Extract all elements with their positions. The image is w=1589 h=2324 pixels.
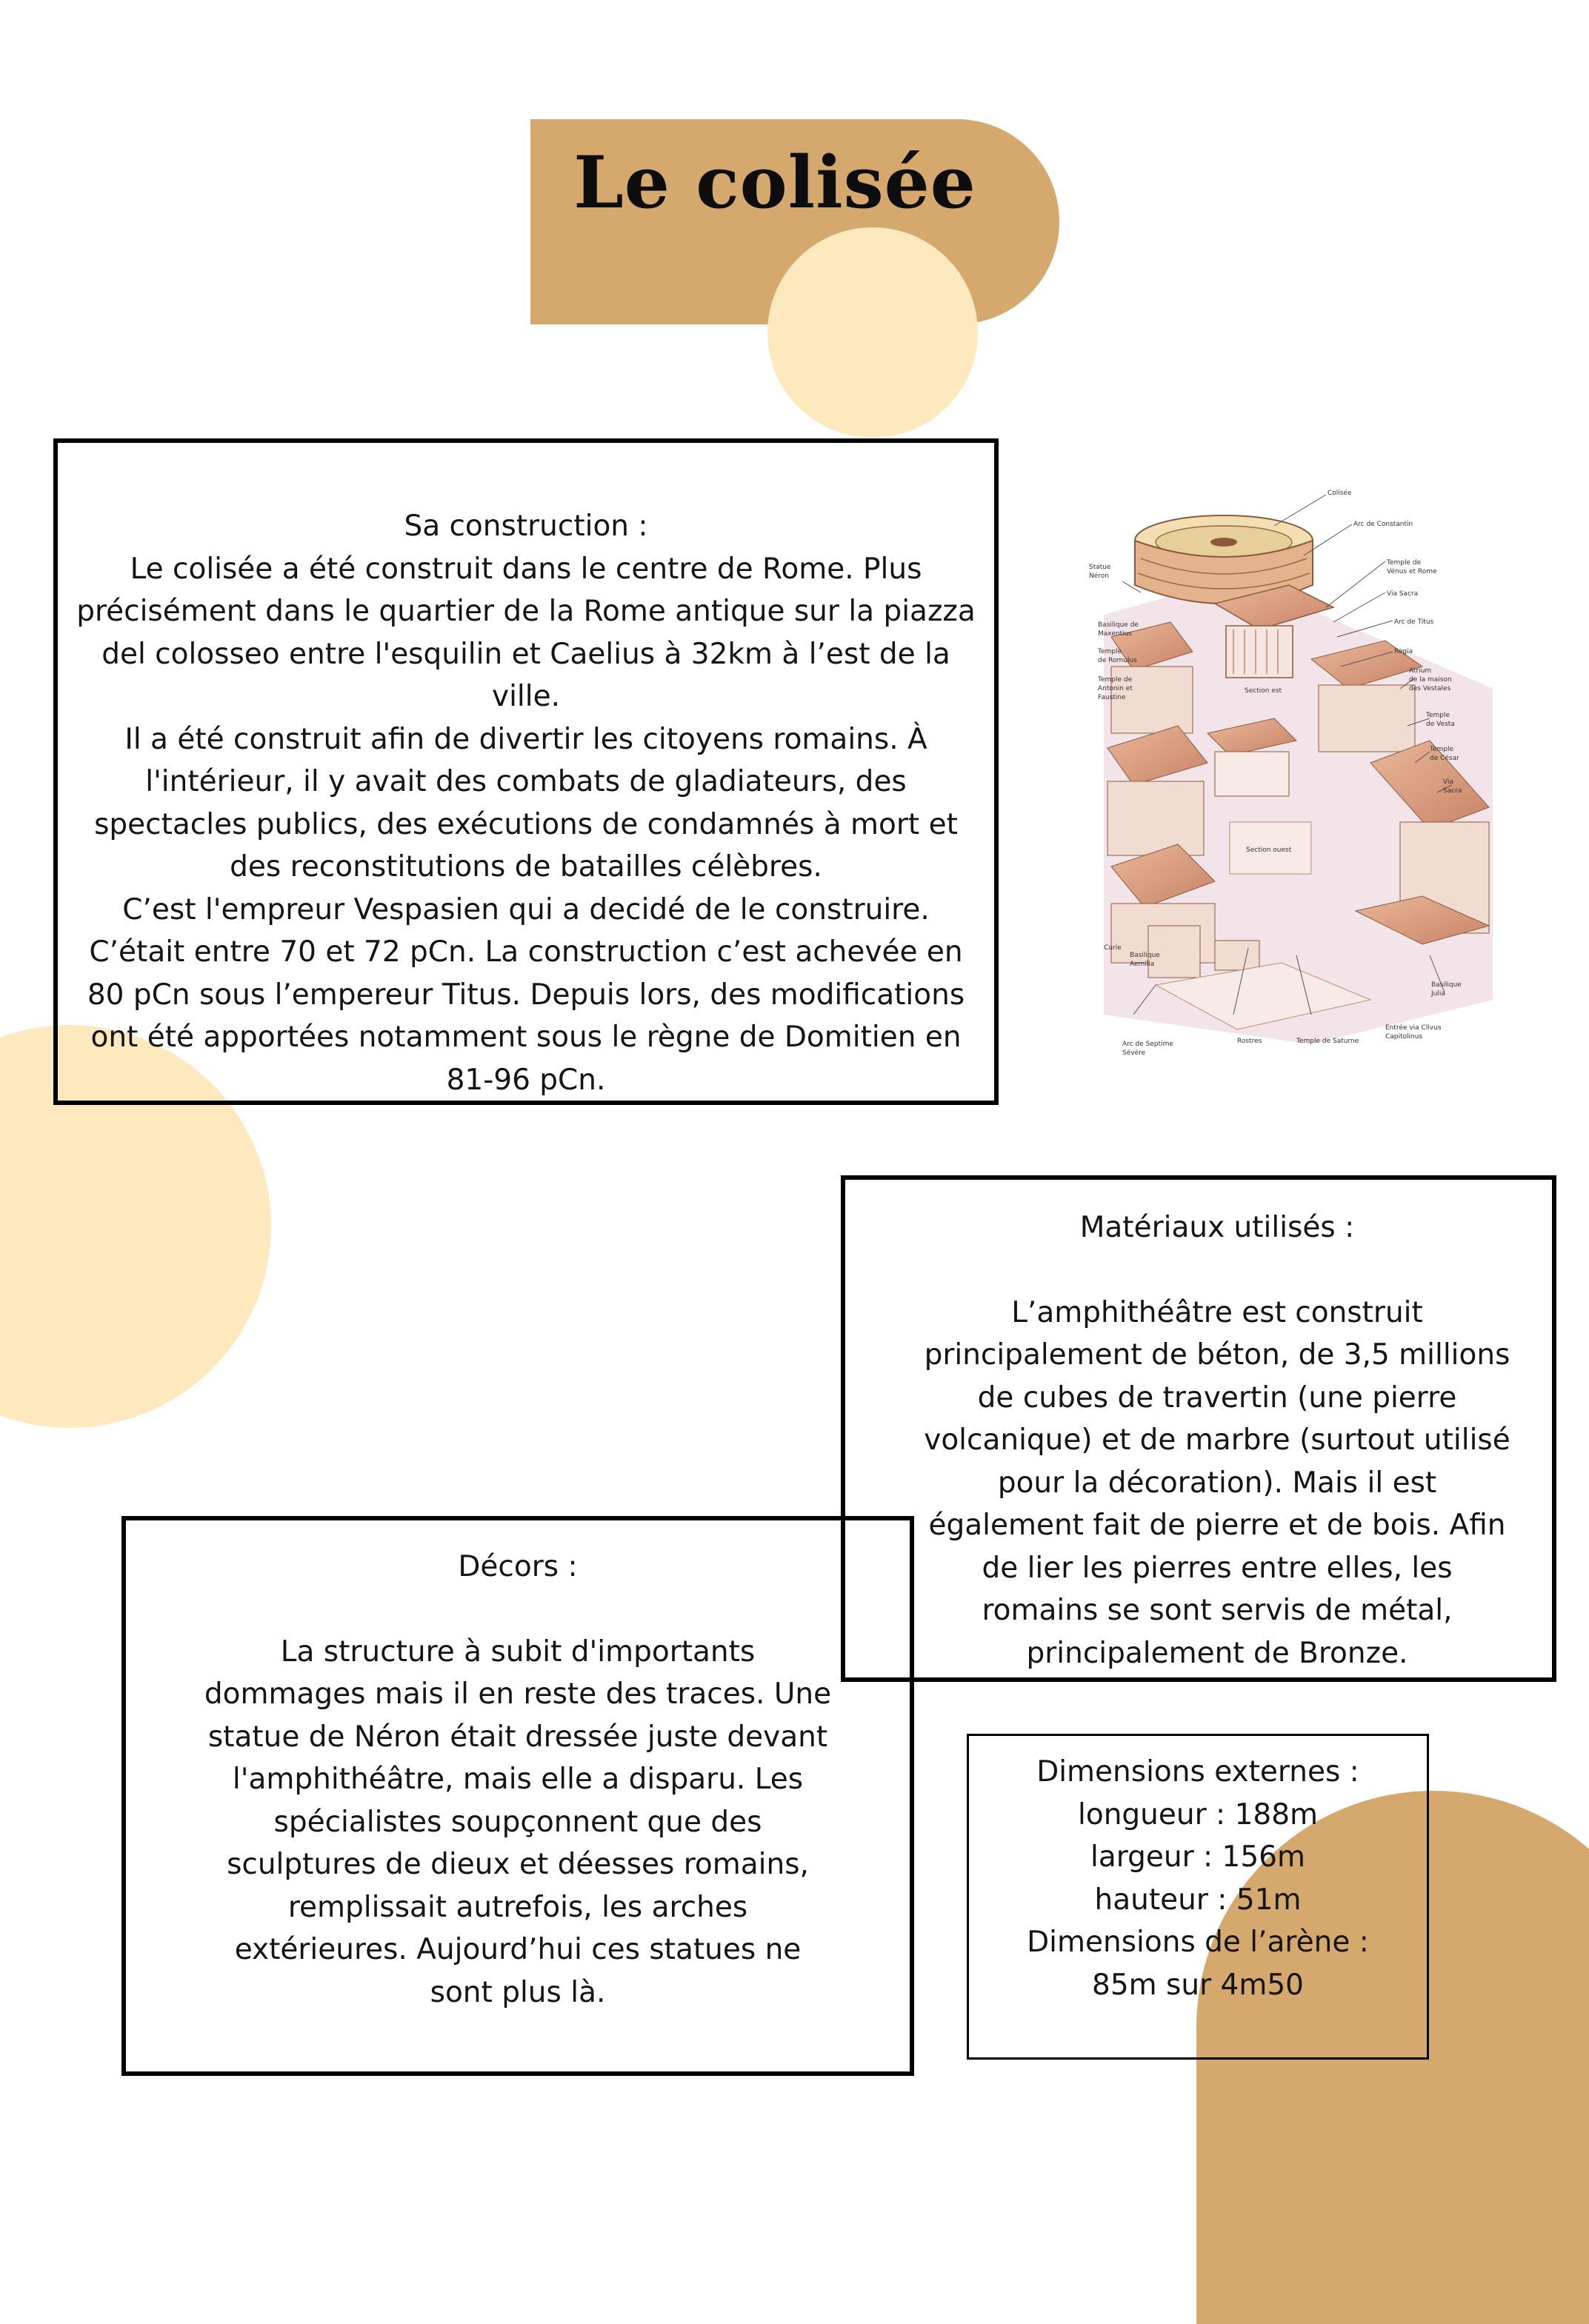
label-via-1: Via xyxy=(1443,778,1453,786)
label-basilique-aemilia-1: Basilique xyxy=(1130,952,1160,959)
label-arc-septime-2: Sévère xyxy=(1122,1049,1146,1057)
construction-paragraph-1: Le colisée a été construit dans le centre de Rome. Plus précisément dans le quartier de la Rome antique sur la piazza del colosseo entre l'esquilin et Caelius à 32km à l’est de la ville. xyxy=(76,552,976,713)
label-atrium-3: des Vestales xyxy=(1409,685,1451,692)
label-entree-1: Entrée via Clivus xyxy=(1385,1024,1442,1032)
label-temple-venus-2: Vénus et Rome xyxy=(1387,568,1437,575)
decors-text: La structure à subit d'importants dommages mais il en reste des traces. Une statue de Néron était dressée juste devant l'amphithéâtre, mais elle a disparu. Les spécialistes soupçonnent que des sculptures de dieux et déesses romains, remplissait autrefois, les arches extérieures. Aujourd’hui ces statues ne sont plus là. xyxy=(204,1635,832,2009)
title-cream-circle xyxy=(767,227,978,438)
label-temple-cesar-1: Temple xyxy=(1430,746,1454,753)
label-temple-venus-1: Temple de xyxy=(1387,559,1422,567)
label-temple-saturne: Temple de Saturne xyxy=(1296,1038,1359,1045)
page-title: Le colisée xyxy=(573,141,976,224)
materiaux-heading: Matériaux utilisés : xyxy=(1079,1211,1355,1244)
decors-heading: Décors : xyxy=(458,1550,578,1583)
label-rostres: Rostres xyxy=(1237,1038,1262,1045)
label-temple-romulus-1: Temple xyxy=(1098,648,1122,655)
label-temple-vesta-1: Temple xyxy=(1426,712,1450,719)
construction-box xyxy=(53,438,999,1105)
label-temple-antonin-3: Faustine xyxy=(1098,694,1126,701)
label-temple-antonin-2: Antonin et xyxy=(1098,685,1133,692)
dimensions-box xyxy=(967,1734,1429,2060)
label-atrium-1: Atrium xyxy=(1409,667,1432,675)
dimensions-line-3: largeur : 156m xyxy=(1090,1840,1305,1874)
label-via-sacra: Via Sacra xyxy=(1387,590,1419,598)
construction-paragraph-2: Il a été construit afin de divertir les citoyens romains. À l'intérieur, il y avait des combats de gladiateurs, des spectacles publics, des exécutions de condamnés à mort et des reconstitutions de batailles célèbres. xyxy=(94,722,958,884)
label-colisee: Colisée xyxy=(1328,490,1352,497)
dimensions-line-5: Dimensions de l’arène : xyxy=(1027,1926,1369,1959)
label-temple-vesta-2: de Vesta xyxy=(1426,721,1455,728)
label-entree-2: Capitolinus xyxy=(1385,1033,1423,1041)
label-basilique-aemilia-2: Aemilia xyxy=(1130,961,1155,968)
construction-paragraph-3: C’est l'empreur Vespasien qui a decidé de le construire. C’était entre 70 et 72 pCn. La construction c’est achevée en 80 pCn sous l’empereur Titus. Depuis lors, des modifications ont été apportées notamment sous le règne de Domitien en 81-96 pCn. xyxy=(87,892,965,1097)
label-statue-1: Statue xyxy=(1089,564,1111,571)
decors-box xyxy=(121,1516,914,2076)
label-basilique-max-2: Maxentius xyxy=(1098,630,1132,638)
dimensions-line-1: Dimensions externes : xyxy=(1036,1755,1359,1789)
label-arc-titus: Arc de Titus xyxy=(1394,618,1434,626)
label-via-2: Sacra xyxy=(1443,787,1462,795)
label-basilique-max-1: Basilique de xyxy=(1098,621,1139,629)
dimensions-line-4: hauteur : 51m xyxy=(1094,1883,1302,1917)
dimensions-line-6: 85m sur 4m50 xyxy=(1092,1968,1304,2002)
dimensions-line-2: longueur : 188m xyxy=(1078,1797,1318,1832)
label-temple-romulus-2: de Romulus xyxy=(1098,657,1137,664)
construction-heading: Sa construction : xyxy=(404,510,648,543)
label-atrium-2: de la maison xyxy=(1409,676,1452,684)
forum-illustration xyxy=(1089,481,1504,1066)
label-temple-cesar-2: de César xyxy=(1430,755,1459,762)
label-arc-constantin: Arc de Constantin xyxy=(1353,521,1413,528)
label-section-est: Section est xyxy=(1245,687,1282,695)
label-basilique-julia-1: Basilique xyxy=(1431,981,1462,989)
label-statue-2: Néron xyxy=(1089,572,1109,580)
materiaux-text: L’amphithéâtre est construit principalement de béton, de 3,5 millions de cubes de travertin (une pierre volcanique) et de marbre (surtout utilisé pour la décoration). Mais il est également fait de pierre et de bois. Afin de lier les pierres entre elles, les romains se sont servis de métal, principalement de Bronze. xyxy=(924,1295,1510,1670)
label-temple-antonin-1: Temple de xyxy=(1098,676,1133,684)
materiaux-box xyxy=(841,1175,1556,1682)
label-regia: Regia xyxy=(1394,648,1413,655)
label-arc-septime-1: Arc de Septime xyxy=(1122,1041,1173,1048)
label-curie: Curie xyxy=(1104,944,1122,952)
label-basilique-julia-2: Julia xyxy=(1431,990,1445,998)
label-section-ouest: Section ouest xyxy=(1246,847,1292,854)
